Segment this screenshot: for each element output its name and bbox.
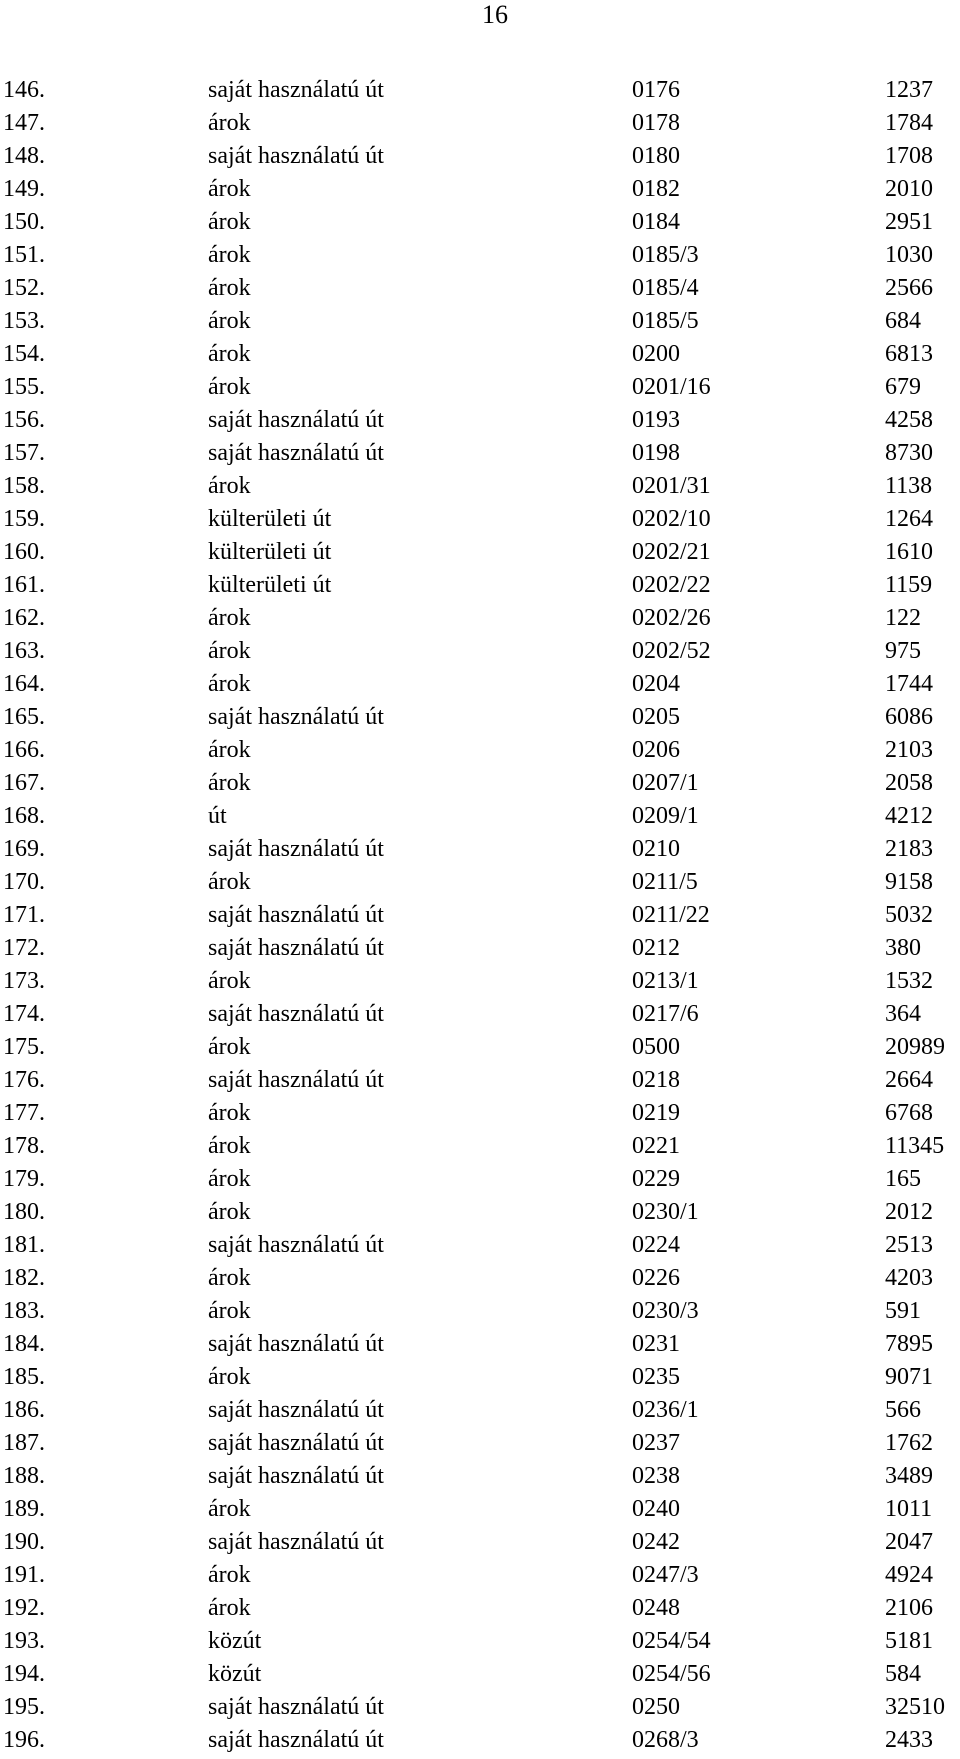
row-type: közút	[208, 1661, 262, 1687]
parcel-table	[0, 74, 960, 1757]
page-number: 16	[482, 0, 508, 29]
row-area: 684	[885, 308, 921, 334]
table-row	[0, 602, 960, 635]
table-row	[0, 767, 960, 800]
table-row	[0, 1361, 960, 1394]
row-type: árok	[208, 473, 251, 499]
row-lot-number: 0205	[632, 704, 680, 730]
row-number: 154.	[3, 341, 45, 367]
table-row	[0, 140, 960, 173]
row-type: árok	[208, 1298, 251, 1324]
row-number: 190.	[3, 1529, 45, 1555]
row-area: 7895	[885, 1331, 933, 1357]
row-lot-number: 0218	[632, 1067, 680, 1093]
row-area: 1610	[885, 539, 933, 565]
table-row	[0, 1295, 960, 1328]
row-area: 4203	[885, 1265, 933, 1291]
table-row	[0, 1229, 960, 1262]
row-number: 146.	[3, 77, 45, 103]
row-type: saját használatú út	[208, 704, 384, 730]
row-number: 182.	[3, 1265, 45, 1291]
row-lot-number: 0184	[632, 209, 680, 235]
row-number: 149.	[3, 176, 45, 202]
row-area: 975	[885, 638, 921, 664]
table-row	[0, 404, 960, 437]
table-row	[0, 1592, 960, 1625]
row-lot-number: 0210	[632, 836, 680, 862]
row-area: 584	[885, 1661, 921, 1687]
row-number: 173.	[3, 968, 45, 994]
row-lot-number: 0212	[632, 935, 680, 961]
row-type: árok	[208, 671, 251, 697]
row-number: 195.	[3, 1694, 45, 1720]
row-number: 153.	[3, 308, 45, 334]
row-lot-number: 0236/1	[632, 1397, 699, 1423]
row-number: 147.	[3, 110, 45, 136]
row-type: árok	[208, 110, 251, 136]
row-type: árok	[208, 605, 251, 631]
row-type: saját használatú út	[208, 440, 384, 466]
row-lot-number: 0185/4	[632, 275, 699, 301]
row-lot-number: 0230/3	[632, 1298, 699, 1324]
row-type: saját használatú út	[208, 77, 384, 103]
table-row	[0, 965, 960, 998]
row-number: 156.	[3, 407, 45, 433]
row-area: 5032	[885, 902, 933, 928]
table-row	[0, 305, 960, 338]
row-type: külterületi út	[208, 539, 332, 565]
row-area: 9158	[885, 869, 933, 895]
row-lot-number: 0254/56	[632, 1661, 711, 1687]
table-row	[0, 272, 960, 305]
row-number: 167.	[3, 770, 45, 796]
row-area: 2010	[885, 176, 933, 202]
row-type: árok	[208, 1595, 251, 1621]
row-number: 175.	[3, 1034, 45, 1060]
table-row	[0, 1097, 960, 1130]
row-lot-number: 0202/22	[632, 572, 711, 598]
row-lot-number: 0231	[632, 1331, 680, 1357]
row-type: árok	[208, 1496, 251, 1522]
row-area: 2047	[885, 1529, 933, 1555]
row-area: 364	[885, 1001, 921, 1027]
row-area: 122	[885, 605, 921, 631]
row-area: 2058	[885, 770, 933, 796]
row-area: 1011	[885, 1496, 933, 1522]
row-number: 163.	[3, 638, 45, 664]
row-type: út	[208, 803, 227, 829]
row-number: 165.	[3, 704, 45, 730]
row-lot-number: 0200	[632, 341, 680, 367]
row-lot-number: 0237	[632, 1430, 680, 1456]
table-row	[0, 1724, 960, 1757]
row-area: 32510	[885, 1694, 945, 1720]
row-number: 186.	[3, 1397, 45, 1423]
table-row	[0, 701, 960, 734]
row-area: 6768	[885, 1100, 933, 1126]
row-area: 9071	[885, 1364, 933, 1390]
row-area: 11345	[885, 1133, 945, 1159]
row-lot-number: 0268/3	[632, 1727, 699, 1753]
row-lot-number: 0250	[632, 1694, 680, 1720]
row-area: 8730	[885, 440, 933, 466]
row-lot-number: 0202/10	[632, 506, 711, 532]
row-area: 380	[885, 935, 921, 961]
row-type: árok	[208, 1562, 251, 1588]
table-row	[0, 437, 960, 470]
row-area: 1138	[885, 473, 933, 499]
row-area: 679	[885, 374, 921, 400]
row-lot-number: 0248	[632, 1595, 680, 1621]
row-lot-number: 0180	[632, 143, 680, 169]
row-lot-number: 0204	[632, 671, 680, 697]
row-lot-number: 0211/5	[632, 869, 698, 895]
row-lot-number: 0235	[632, 1364, 680, 1390]
row-number: 150.	[3, 209, 45, 235]
row-type: saját használatú út	[208, 836, 384, 862]
row-number: 151.	[3, 242, 45, 268]
row-type: árok	[208, 374, 251, 400]
table-row	[0, 173, 960, 206]
row-number: 176.	[3, 1067, 45, 1093]
row-lot-number: 0198	[632, 440, 680, 466]
table-row	[0, 1493, 960, 1526]
row-area: 2951	[885, 209, 933, 235]
row-area: 20989	[885, 1034, 945, 1060]
row-area: 2664	[885, 1067, 933, 1093]
table-row	[0, 635, 960, 668]
row-number: 194.	[3, 1661, 45, 1687]
table-row	[0, 1328, 960, 1361]
row-lot-number: 0178	[632, 110, 680, 136]
row-type: saját használatú út	[208, 1001, 384, 1027]
row-area: 591	[885, 1298, 921, 1324]
row-area: 6813	[885, 341, 933, 367]
row-area: 1237	[885, 77, 933, 103]
row-type: saját használatú út	[208, 143, 384, 169]
row-type: árok	[208, 308, 251, 334]
row-area: 3489	[885, 1463, 933, 1489]
row-area: 2183	[885, 836, 933, 862]
table-row	[0, 1064, 960, 1097]
row-number: 193.	[3, 1628, 45, 1654]
row-number: 174.	[3, 1001, 45, 1027]
row-type: árok	[208, 869, 251, 895]
table-row	[0, 1031, 960, 1064]
table-row	[0, 866, 960, 899]
row-number: 159.	[3, 506, 45, 532]
table-row	[0, 569, 960, 602]
row-lot-number: 0185/3	[632, 242, 699, 268]
table-row	[0, 338, 960, 371]
row-type: árok	[208, 1133, 251, 1159]
row-type: saját használatú út	[208, 902, 384, 928]
row-type: árok	[208, 341, 251, 367]
table-row	[0, 74, 960, 107]
row-number: 169.	[3, 836, 45, 862]
row-number: 171.	[3, 902, 45, 928]
row-area: 1159	[885, 572, 933, 598]
row-lot-number: 0211/22	[632, 902, 710, 928]
row-number: 162.	[3, 605, 45, 631]
row-lot-number: 0240	[632, 1496, 680, 1522]
row-type: saját használatú út	[208, 1331, 384, 1357]
table-row	[0, 239, 960, 272]
row-number: 184.	[3, 1331, 45, 1357]
row-number: 180.	[3, 1199, 45, 1225]
row-number: 160.	[3, 539, 45, 565]
row-lot-number: 0254/54	[632, 1628, 711, 1654]
row-area: 2012	[885, 1199, 933, 1225]
row-type: saját használatú út	[208, 1529, 384, 1555]
row-number: 178.	[3, 1133, 45, 1159]
row-type: saját használatú út	[208, 407, 384, 433]
table-row	[0, 1460, 960, 1493]
row-number: 170.	[3, 869, 45, 895]
row-lot-number: 0193	[632, 407, 680, 433]
row-number: 185.	[3, 1364, 45, 1390]
table-row	[0, 470, 960, 503]
row-area: 1744	[885, 671, 933, 697]
row-lot-number: 0201/16	[632, 374, 711, 400]
row-type: árok	[208, 275, 251, 301]
row-number: 181.	[3, 1232, 45, 1258]
row-lot-number: 0217/6	[632, 1001, 699, 1027]
row-lot-number: 0206	[632, 737, 680, 763]
row-lot-number: 0202/26	[632, 605, 711, 631]
row-lot-number: 0500	[632, 1034, 680, 1060]
row-number: 164.	[3, 671, 45, 697]
row-type: árok	[208, 242, 251, 268]
row-lot-number: 0213/1	[632, 968, 699, 994]
row-number: 155.	[3, 374, 45, 400]
row-area: 4212	[885, 803, 933, 829]
row-number: 158.	[3, 473, 45, 499]
row-area: 4258	[885, 407, 933, 433]
row-type: árok	[208, 1265, 251, 1291]
row-area: 1532	[885, 968, 933, 994]
row-lot-number: 0207/1	[632, 770, 699, 796]
table-row	[0, 107, 960, 140]
row-area: 1030	[885, 242, 933, 268]
row-lot-number: 0226	[632, 1265, 680, 1291]
row-number: 187.	[3, 1430, 45, 1456]
row-lot-number: 0202/52	[632, 638, 711, 664]
row-area: 2433	[885, 1727, 933, 1753]
row-number: 148.	[3, 143, 45, 169]
row-area: 566	[885, 1397, 921, 1423]
row-lot-number: 0219	[632, 1100, 680, 1126]
row-lot-number: 0247/3	[632, 1562, 699, 1588]
table-row	[0, 1658, 960, 1691]
table-row	[0, 1526, 960, 1559]
row-lot-number: 0242	[632, 1529, 680, 1555]
table-row	[0, 1691, 960, 1724]
table-row	[0, 734, 960, 767]
row-type: saját használatú út	[208, 1727, 384, 1753]
table-row	[0, 371, 960, 404]
row-type: saját használatú út	[208, 1232, 384, 1258]
row-number: 188.	[3, 1463, 45, 1489]
row-number: 161.	[3, 572, 45, 598]
row-area: 2106	[885, 1595, 933, 1621]
row-type: árok	[208, 1199, 251, 1225]
table-row	[0, 1262, 960, 1295]
row-lot-number: 0209/1	[632, 803, 699, 829]
table-row	[0, 1163, 960, 1196]
table-row	[0, 1394, 960, 1427]
table-row	[0, 800, 960, 833]
row-area: 2566	[885, 275, 933, 301]
row-area: 2513	[885, 1232, 933, 1258]
row-number: 183.	[3, 1298, 45, 1324]
row-type: saját használatú út	[208, 1430, 384, 1456]
row-type: árok	[208, 770, 251, 796]
row-area: 1708	[885, 143, 933, 169]
row-number: 152.	[3, 275, 45, 301]
table-row	[0, 932, 960, 965]
table-row	[0, 833, 960, 866]
row-type: saját használatú út	[208, 1067, 384, 1093]
row-lot-number: 0221	[632, 1133, 680, 1159]
row-type: árok	[208, 1100, 251, 1126]
row-type: árok	[208, 1166, 251, 1192]
table-row	[0, 206, 960, 239]
row-area: 2103	[885, 737, 933, 763]
row-lot-number: 0182	[632, 176, 680, 202]
row-type: saját használatú út	[208, 1397, 384, 1423]
row-type: árok	[208, 176, 251, 202]
row-area: 1784	[885, 110, 933, 136]
table-row	[0, 998, 960, 1031]
row-area: 6086	[885, 704, 933, 730]
row-number: 168.	[3, 803, 45, 829]
row-area: 4924	[885, 1562, 933, 1588]
row-type: árok	[208, 209, 251, 235]
row-number: 179.	[3, 1166, 45, 1192]
row-area: 1264	[885, 506, 933, 532]
table-row	[0, 1196, 960, 1229]
table-row	[0, 536, 960, 569]
table-row	[0, 668, 960, 701]
row-number: 191.	[3, 1562, 45, 1588]
row-lot-number: 0201/31	[632, 473, 711, 499]
row-type: külterületi út	[208, 506, 332, 532]
row-type: saját használatú út	[208, 1463, 384, 1489]
row-number: 189.	[3, 1496, 45, 1522]
row-type: árok	[208, 968, 251, 994]
row-area: 5181	[885, 1628, 933, 1654]
row-lot-number: 0230/1	[632, 1199, 699, 1225]
row-number: 192.	[3, 1595, 45, 1621]
row-lot-number: 0224	[632, 1232, 680, 1258]
table-row	[0, 1130, 960, 1163]
table-row	[0, 1625, 960, 1658]
row-lot-number: 0202/21	[632, 539, 711, 565]
row-lot-number: 0176	[632, 77, 680, 103]
row-number: 172.	[3, 935, 45, 961]
row-lot-number: 0238	[632, 1463, 680, 1489]
row-area: 165	[885, 1166, 921, 1192]
row-type: külterületi út	[208, 572, 332, 598]
row-type: közút	[208, 1628, 262, 1654]
row-type: saját használatú út	[208, 935, 384, 961]
row-number: 177.	[3, 1100, 45, 1126]
table-row	[0, 1559, 960, 1592]
row-lot-number: 0185/5	[632, 308, 699, 334]
row-type: árok	[208, 737, 251, 763]
table-row	[0, 1427, 960, 1460]
row-type: árok	[208, 1034, 251, 1060]
row-number: 196.	[3, 1727, 45, 1753]
row-type: árok	[208, 1364, 251, 1390]
table-row	[0, 899, 960, 932]
row-type: árok	[208, 638, 251, 664]
table-row	[0, 503, 960, 536]
row-lot-number: 0229	[632, 1166, 680, 1192]
row-number: 166.	[3, 737, 45, 763]
row-area: 1762	[885, 1430, 933, 1456]
row-type: saját használatú út	[208, 1694, 384, 1720]
row-number: 157.	[3, 440, 45, 466]
